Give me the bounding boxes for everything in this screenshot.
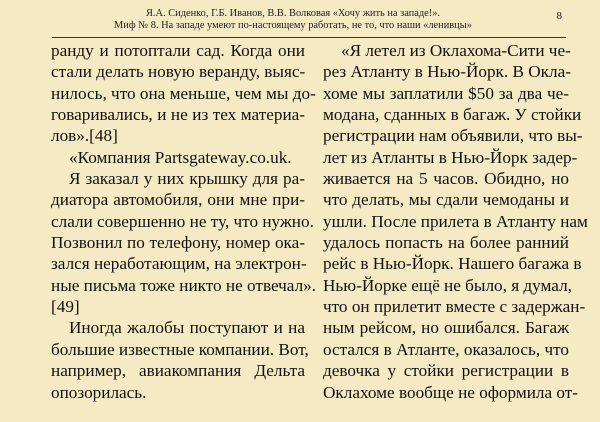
text-line: Иногда жалобы поступают и на xyxy=(69,318,305,338)
text-line: удалось попасть на более ранний xyxy=(323,233,569,253)
header-rule xyxy=(52,37,566,38)
text-line: ранду и потоптали сад. Когда они xyxy=(51,41,305,60)
text-line: что он прилетит вместе с задержан- xyxy=(323,297,586,317)
header-line-1: Я.А. Сиденко, Г.Б. Иванов, В.В. Волковая «Хочу жить на западе!». xyxy=(145,8,440,19)
text-line: рейс в Нью-Йорк. Нашего багажа в xyxy=(323,254,582,274)
running-header xyxy=(58,8,528,32)
right-column xyxy=(323,40,588,403)
text-line: Я заказал у них крышку для ра- xyxy=(69,169,305,189)
text-line: Позвонил по телефону, номер ока- xyxy=(51,233,305,253)
page-number: 8 xyxy=(556,10,562,22)
text-line: рез Атланту в Нью-Йорк. В Окла- xyxy=(323,62,571,82)
text-line: слали совершенно не ту, что нужно. xyxy=(51,211,314,231)
text-line: говаривались, и не из тех материа- xyxy=(51,105,305,125)
text-line: ушли. После прилета в Атланту нам xyxy=(323,211,588,231)
text-line: ные письма тоже никто не отвечал». xyxy=(51,275,317,295)
text-line: Оклахоме вообще не оформила от- xyxy=(323,382,579,402)
text-line: например, авиакомпания Дельта xyxy=(51,361,305,381)
text-line: что делать, мы сдали чемоданы и xyxy=(323,190,569,210)
text-line: зался неработающим, на электрон- xyxy=(51,254,307,274)
text-line: девочка у стойки регистрации в xyxy=(323,361,569,381)
text-line: стали делать новую веранду, выяс- xyxy=(51,62,306,82)
text-line: «Я летел из Оклахома-Сити че- xyxy=(341,41,571,60)
text-line: хоме мы заплатили $50 за два че- xyxy=(323,83,569,103)
text-line: диатора автомобиля, они мне при- xyxy=(51,190,305,210)
text-line: остался в Атланте, оказалось, что xyxy=(323,339,569,359)
text-line: лет из Атланты в Нью-Йорк задер- xyxy=(323,147,578,167)
text-line: модана, сданных в багаж. У стойки xyxy=(323,105,582,125)
text-line: опозорилась. xyxy=(51,382,147,402)
text-line: живается на 5 часов. Обидно, но xyxy=(323,169,569,189)
text-line: Нью-Йорке ещё не было, я думал, xyxy=(323,275,572,295)
text-line: нилось, что она меньше, чем мы до- xyxy=(51,83,316,103)
text-line: [49] xyxy=(51,297,80,317)
text-line: «Компания Partsgateway.co.uk. xyxy=(69,147,292,167)
header-line-2: Миф № 8. На западе умеют по-настоящему работать, не то, что наши «ленивцы» xyxy=(114,20,472,31)
text-line: регистрации нам объявили, что вы- xyxy=(323,126,583,146)
left-column xyxy=(51,40,317,403)
text-line: лов».[48] xyxy=(51,126,118,146)
text-line: ным рейсом, но ошибался. Багаж xyxy=(323,318,569,338)
text-line: большие известные компании. Вот, xyxy=(51,339,309,359)
